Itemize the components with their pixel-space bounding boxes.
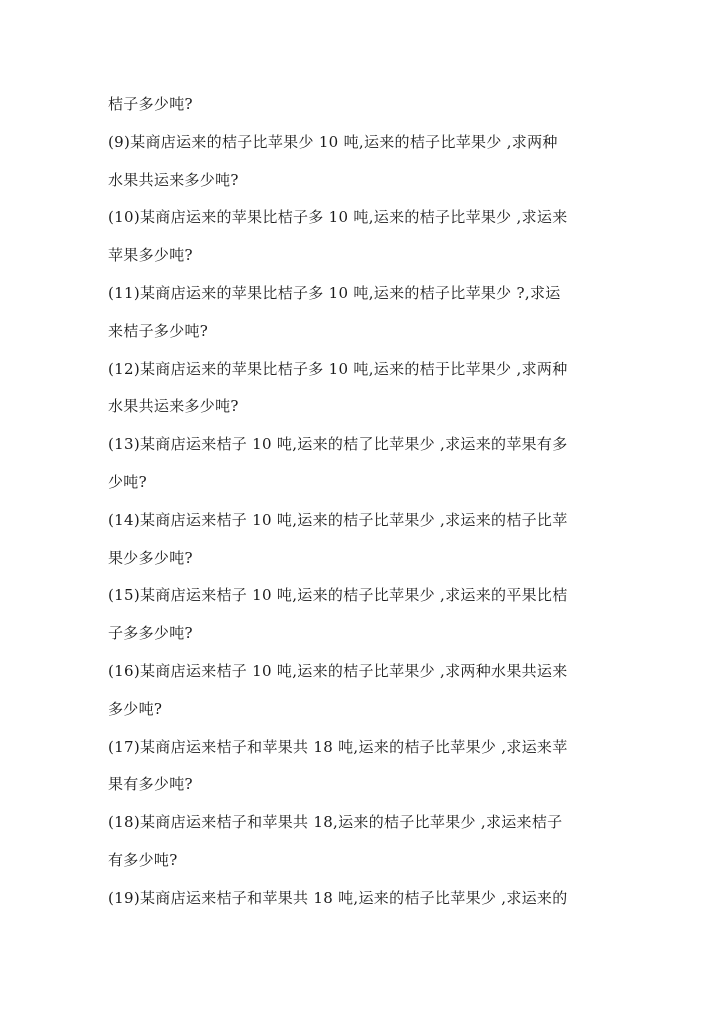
text-line: (13)某商店运来桔子 10 吨,运来的桔了比苹果少 ,求运来的苹果有多	[108, 435, 568, 454]
text-line: 桔子多少吨?	[108, 95, 193, 113]
text-line: 苹果多少吨?	[108, 246, 193, 265]
text-line: 水果共运来多少吨?	[108, 170, 239, 189]
text-line: (10)某商店运来的苹果比桔子多 10 吨,运来的桔子比苹果少 ,求运来	[108, 208, 568, 227]
text-line: (18)某商店运来桔子和苹果共 18,运来的桔子比苹果少 ,求运来桔子	[108, 813, 563, 832]
document-body	[108, 86, 614, 918]
text-line: 果有多少吨?	[108, 775, 193, 794]
text-line: (9)某商店运来的桔子比苹果少 10 吨,运来的桔子比苹果少 ,求两种	[108, 132, 558, 151]
text-line: (15)某商店运来桔子 10 吨,运来的桔子比苹果少 ,求运来的平果比桔	[108, 586, 568, 605]
text-line: 果少多少吨?	[108, 548, 193, 567]
text-line: (17)某商店运来桔子和苹果共 18 吨,运来的桔子比苹果少 ,求运来苹	[108, 737, 568, 756]
text-line: (14)某商店运来桔子 10 吨,运来的桔子比苹果少 ,求运来的桔子比苹	[108, 510, 568, 529]
text-line: 水果共运来多少吨?	[108, 397, 239, 416]
text-line: (19)某商店运来桔子和苹果共 18 吨,运来的桔子比苹果少 ,求运来的	[108, 888, 568, 907]
text-line: (16)某商店运来桔子 10 吨,运来的桔子比苹果少 ,求两种水果共运来	[108, 661, 568, 680]
text-line: 子多多少吨?	[108, 624, 193, 643]
text-line: (11)某商店运来的苹果比桔子多 10 吨,运来的桔子比苹果少 ?,求运	[108, 283, 561, 302]
text-line: 有多少吨?	[108, 850, 178, 869]
text-line: 少吨?	[108, 472, 147, 491]
text-line: 来桔子多少吨?	[108, 321, 209, 340]
text-line: (12)某商店运来的苹果比桔子多 10 吨,运来的桔于比苹果少 ,求两种	[108, 359, 568, 378]
text-line: 多少吨?	[108, 699, 163, 718]
